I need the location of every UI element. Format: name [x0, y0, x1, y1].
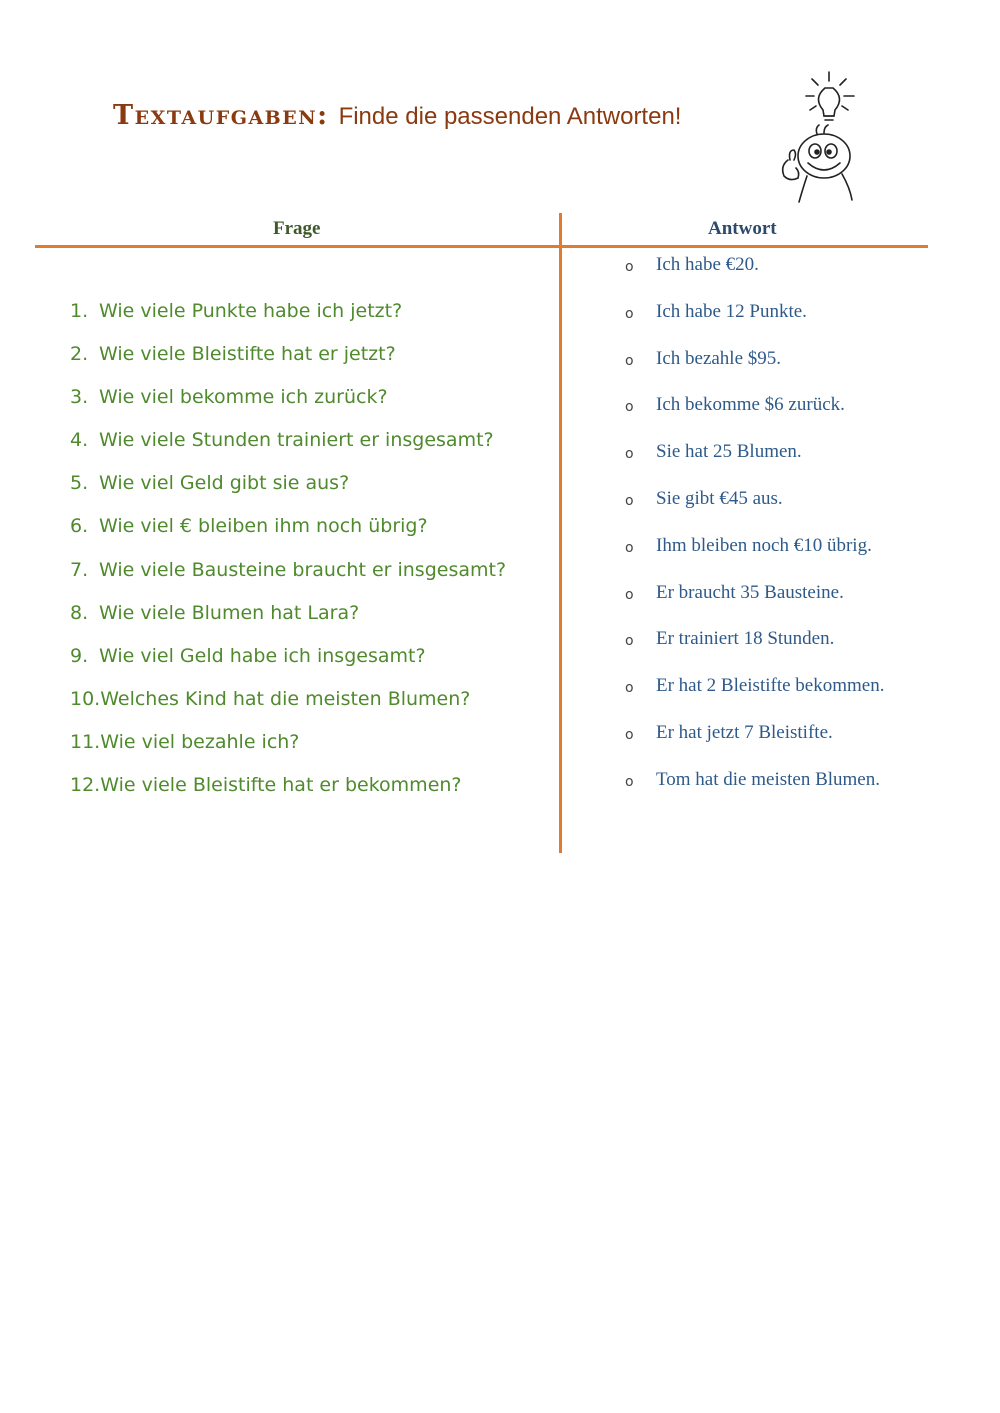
question-number: 10. [70, 687, 101, 710]
question-text: Wie viele Bleistifte hat er bekommen? [100, 774, 462, 797]
question-number: 3. [70, 386, 89, 409]
column-header-answer: Antwort [708, 218, 777, 239]
answer-bullet-icon: o [625, 586, 634, 603]
answer-text: Er hat 2 Bleistifte bekommen. [656, 675, 885, 697]
answer-bullet-icon: o [625, 399, 634, 416]
question-item [70, 770, 506, 813]
question-item [70, 641, 506, 684]
answer-bullet-icon: o [625, 726, 634, 743]
answer-text: Ich habe 12 Punkte. [656, 300, 807, 322]
header-divider [35, 245, 928, 248]
question-number: 2. [70, 343, 89, 366]
answer-text: Er hat jetzt 7 Bleistifte. [656, 721, 833, 743]
question-item [70, 425, 506, 468]
question-item [70, 468, 506, 511]
question-text: Wie viel Geld gibt sie aus? [99, 472, 350, 495]
answer-bullet-icon: o [625, 492, 634, 509]
answer-text: Er trainiert 18 Stunden. [656, 628, 835, 650]
question-number: 1. [70, 300, 89, 322]
answer-item[interactable] [625, 624, 884, 671]
question-number: 11. [70, 730, 101, 753]
question-item [70, 555, 506, 598]
question-number: 9. [70, 644, 89, 667]
answer-item[interactable] [625, 390, 884, 437]
answer-item[interactable] [625, 578, 884, 625]
answer-item[interactable] [625, 437, 884, 484]
question-text: Wie viel Geld habe ich insgesamt? [99, 644, 426, 667]
question-text: Wie viele Bausteine braucht er insgesamt? [99, 558, 507, 581]
answer-bullet-icon: o [625, 305, 634, 322]
answer-bullet-icon: o [625, 446, 634, 463]
answer-text: Ihm bleiben noch €10 übrig. [656, 534, 872, 556]
title-label: Textaufgaben: [113, 100, 329, 131]
answer-item[interactable] [625, 671, 884, 718]
answer-text: Tom hat die meisten Blumen. [656, 768, 880, 790]
answer-item[interactable] [625, 484, 884, 531]
question-text: Wie viele Punkte habe ich jetzt? [99, 300, 403, 322]
question-text: Wie viel € bleiben ihm noch übrig? [99, 515, 428, 538]
answer-bullet-icon: o [625, 352, 634, 369]
question-list [70, 296, 506, 813]
answer-bullet-icon: o [625, 773, 634, 790]
answer-text: Sie gibt €45 aus. [656, 487, 783, 509]
answer-bullet-icon: o [625, 633, 634, 650]
question-item [70, 511, 506, 554]
column-divider [559, 213, 562, 853]
question-text: Welches Kind hat die meisten Blumen? [100, 687, 471, 710]
answer-text: Ich habe €20. [656, 254, 759, 275]
question-number: 4. [70, 429, 89, 452]
question-item [70, 598, 506, 641]
worksheet-title [113, 100, 681, 131]
lightbulb-idea-mascot-icon [762, 68, 882, 208]
answer-text: Er braucht 35 Bausteine. [656, 581, 844, 603]
answer-item[interactable] [625, 531, 884, 578]
answer-text: Sie hat 25 Blumen. [656, 441, 802, 463]
question-text: Wie viel bekomme ich zurück? [99, 386, 388, 409]
answer-item[interactable] [625, 250, 884, 297]
answer-item[interactable] [625, 344, 884, 391]
answer-item[interactable] [625, 765, 884, 812]
question-item [70, 382, 506, 425]
question-number: 7. [70, 558, 89, 581]
answer-text: Ich bezahle $95. [656, 347, 782, 369]
column-header-question: Frage [273, 218, 321, 239]
answer-list [625, 250, 884, 812]
question-number: 6. [70, 515, 89, 538]
question-item [70, 684, 506, 727]
answer-text: Ich bekomme $6 zurück. [656, 394, 845, 416]
question-item [70, 296, 506, 339]
question-text: Wie viele Blumen hat Lara? [99, 601, 360, 624]
question-text: Wie viele Stunden trainiert er insgesamt? [99, 429, 494, 452]
question-text: Wie viele Bleistifte hat er jetzt? [99, 343, 396, 366]
question-number: 8. [70, 601, 89, 624]
question-text: Wie viel bezahle ich? [100, 730, 300, 753]
question-item [70, 339, 506, 382]
question-item [70, 727, 506, 770]
answer-bullet-icon: o [625, 539, 634, 556]
answer-bullet-icon: o [625, 680, 634, 697]
answer-item[interactable] [625, 297, 884, 344]
question-number: 5. [70, 472, 89, 495]
title-instruction: Finde die passenden Antworten! [338, 103, 682, 130]
answer-bullet-icon: o [625, 259, 634, 275]
answer-item[interactable] [625, 718, 884, 765]
question-number: 12. [70, 774, 101, 797]
